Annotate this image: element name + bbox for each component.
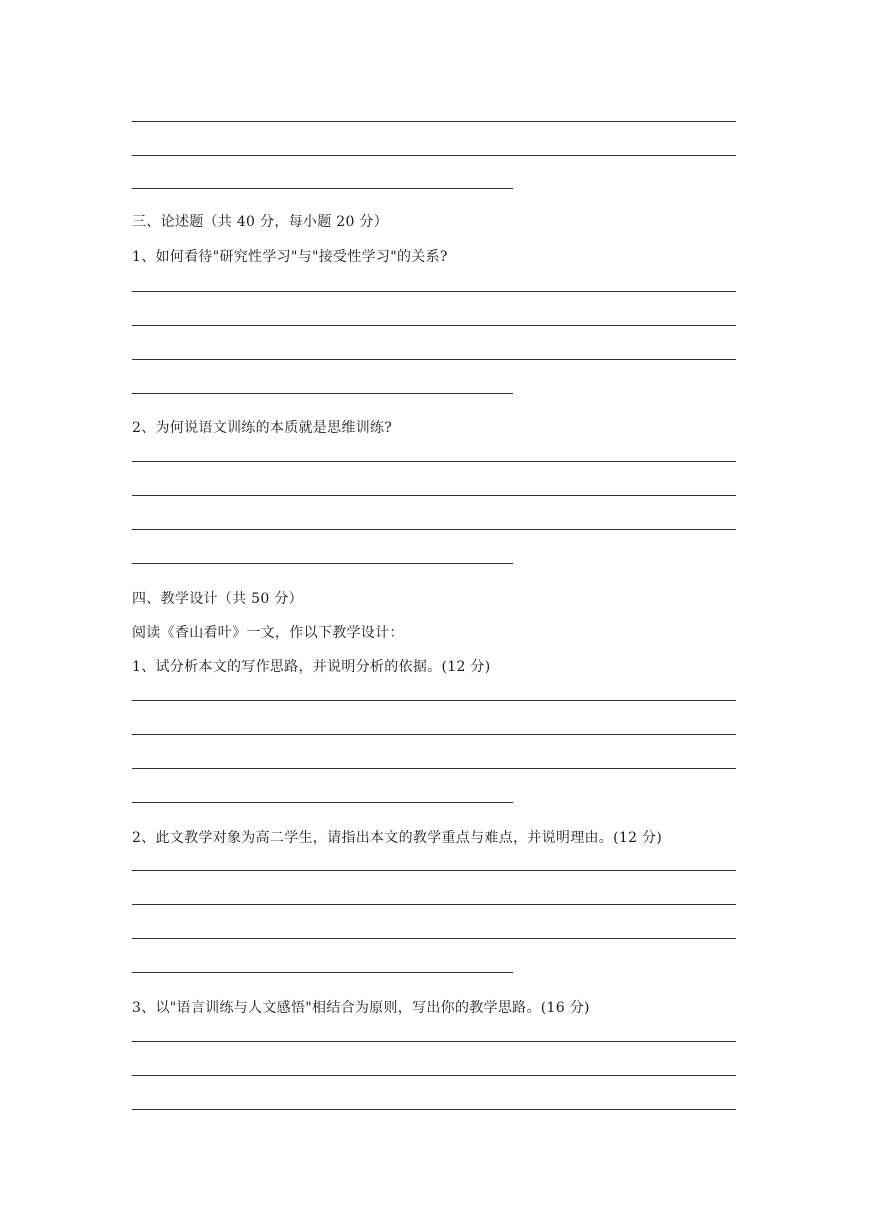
answer-line	[132, 972, 513, 973]
answer-line	[132, 188, 513, 189]
answer-line	[132, 700, 736, 701]
answer-line	[132, 359, 736, 360]
answer-line	[132, 904, 736, 905]
answer-line	[132, 563, 513, 564]
question-4-2: 2、此文教学对象为高二学生，请指出本文的教学重点与难点，并说明理由。(12 分)	[132, 830, 663, 846]
answer-line	[132, 495, 736, 496]
answer-line	[132, 121, 736, 122]
question-3-1: 1、如何看待"研究性学习"与"接受性学习"的关系?	[132, 249, 448, 265]
answer-line	[132, 461, 736, 462]
answer-line	[132, 325, 736, 326]
answer-line	[132, 734, 736, 735]
answer-line	[132, 529, 736, 530]
answer-line	[132, 938, 736, 939]
answer-line	[132, 1109, 736, 1110]
question-4-3: 3、以"语言训练与人文感悟"相结合为原则，写出你的教学思路。(16 分)	[132, 1000, 590, 1016]
section-4-intro: 阅读《香山看叶》一文，作以下教学设计：	[132, 625, 404, 641]
answer-line	[132, 768, 736, 769]
answer-line	[132, 291, 736, 292]
question-4-1: 1、试分析本文的写作思路，并说明分析的依据。(12 分)	[132, 659, 491, 675]
answer-line	[132, 155, 736, 156]
section-3-heading: 三、论述题（共 40 分，每小题 20 分）	[132, 214, 389, 230]
answer-line	[132, 1041, 736, 1042]
question-3-2: 2、为何说语文训练的本质就是思维训练?	[132, 420, 393, 436]
section-4-heading: 四、教学设计（共 50 分）	[132, 591, 303, 607]
answer-line	[132, 870, 736, 871]
answer-line	[132, 802, 513, 803]
answer-line	[132, 1075, 736, 1076]
answer-line	[132, 393, 513, 394]
